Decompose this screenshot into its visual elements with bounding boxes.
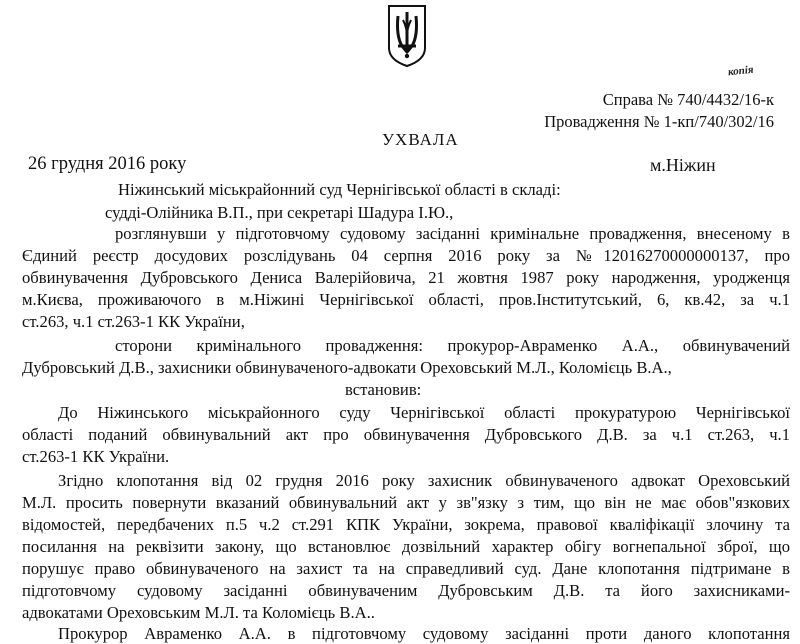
copy-stamp: копія	[727, 63, 755, 79]
established-heading: встановив:	[345, 380, 422, 399]
body-line: ст.263, ч.1 ст.263-1 КК України,	[22, 312, 245, 331]
proceeding-number: Провадження № 1-кп/740/302/16	[544, 112, 774, 131]
body-line: розглянувши у підготовчому судовому засіданні кримінальне провадження, внесеному в	[115, 224, 790, 243]
body-line: М.Л. просить повернути вказаний обвинувальний акт у зв"язку з тим, що він не має обов"язкових	[22, 493, 790, 512]
body-line: Єдиний реєстр досудових розслідувань 04 серпня 2016 року за №12016270000000137, про	[22, 246, 790, 265]
body-line: Дубровський Д.В., захисники обвинуваченого-адвокати Ореховський М.Л., Коломієць В.А.,	[22, 358, 672, 377]
document-date: 26 грудня 2016 року	[28, 154, 187, 174]
body-line: порушує право обвинуваченого на захист та на справедливий суд. Дане клопотання підтримане в	[22, 559, 790, 578]
body-line: До Ніжинського міськрайонного суду Чернігівської області прокуратурою Чернігівської	[58, 403, 790, 422]
body-line: м.Києва, проживаючого в м.Ніжині Чернігівської області, пров.Інститутський, 6, кв.42, за ч.1	[22, 290, 790, 309]
body-line: області поданий обвинувальний акт про обвинувачення Дубровського Д.В. за ч.1 ст.263, ч.1	[22, 425, 790, 444]
court-composition-line: Ніжинський міськрайонний суд Чернігівської області в складі:	[118, 180, 561, 199]
trident-coat-of-arms-icon	[386, 2, 428, 68]
judge-line: судді-Олійника В.П., при секретарі Шадура І.Ю.,	[105, 203, 454, 222]
body-line: адвокатами Ореховським М.Л. та Коломієць В.А..	[22, 603, 375, 622]
body-line: підготовчому судовому засіданні обвинуваченим Дубровським Д.В. та його захисниками-	[22, 581, 790, 600]
body-line: Прокурор Авраменко А.А. в підготовчому судовому засіданні проти даного клопотання	[58, 624, 790, 643]
document-place: м.Ніжин	[650, 155, 716, 175]
body-line: Згідно клопотання від 02 грудня 2016 року захисник обвинуваченого адвокат Ореховський	[58, 471, 790, 490]
case-number: Справа № 740/4432/16-к	[602, 90, 774, 109]
document-title: УХВАЛА	[382, 130, 459, 149]
body-line: відомостей, передбачених п.5 ч.2 ст.291 КПК України, зокрема, правової кваліфікації злочину та	[22, 515, 790, 534]
body-line: посилання на реквізити закону, що встановлює дозвільний характер обігу вогнепальної зброї, що	[22, 537, 790, 556]
body-line: обвинувачення Дубровського Дениса Валерійовича, 21 жовтня 1987 року народження, уродженця	[22, 268, 790, 287]
body-line: ст.263-1 КК України.	[22, 447, 170, 466]
body-line: сторони кримінального провадження: прокурор-Авраменко А.А., обвинувачений	[115, 336, 790, 355]
